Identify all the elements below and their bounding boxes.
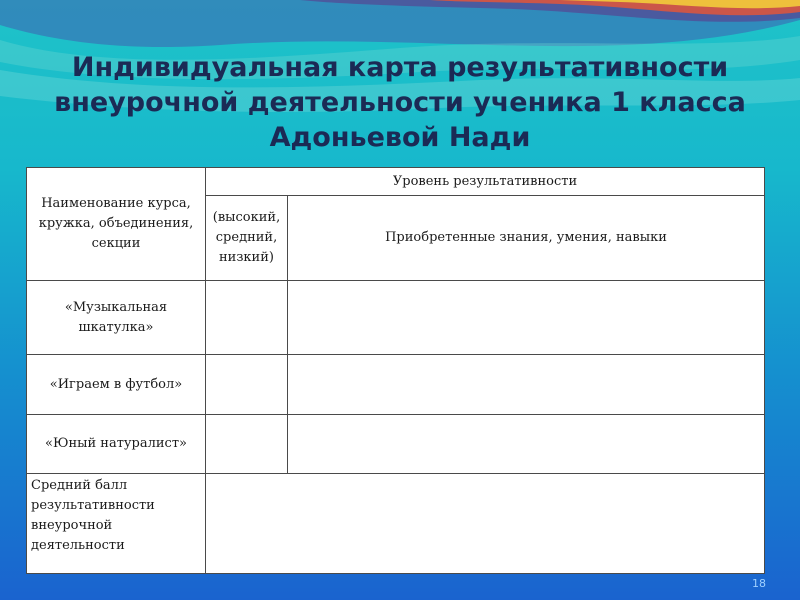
header-skills: Приобретенные знания, умения, навыки bbox=[288, 196, 765, 281]
page-title bbox=[0, 50, 800, 155]
table-footer-row bbox=[27, 474, 765, 574]
header-level-group: Уровень результативности bbox=[206, 168, 765, 196]
row-course-name: «Играем в футбол» bbox=[27, 355, 206, 415]
header-course-name: Наименование курса, кружка, объединения, секции bbox=[27, 168, 206, 281]
row-level-cell bbox=[206, 415, 288, 474]
row-course-name: «Юный натуралист» bbox=[27, 415, 206, 474]
row-course-name: «Музыкальная шкатулка» bbox=[27, 281, 206, 355]
row-skills-cell bbox=[288, 355, 765, 415]
row-skills-cell bbox=[288, 281, 765, 355]
title-line-3: Адоньевой Нади bbox=[269, 122, 531, 153]
page-number: 18 bbox=[752, 577, 766, 590]
table-row bbox=[27, 281, 765, 355]
average-score-value bbox=[206, 474, 765, 574]
title-line-1: Индивидуальная карта результативности bbox=[71, 52, 729, 83]
row-level-cell bbox=[206, 281, 288, 355]
table-row bbox=[27, 355, 765, 415]
title-line-2: внеурочной деятельности ученика 1 класса bbox=[54, 87, 746, 118]
average-score-label: Средний балл результативности внеурочной деятельности bbox=[27, 474, 206, 574]
row-level-cell bbox=[206, 355, 288, 415]
results-table bbox=[26, 167, 765, 574]
header-level-values: (высокий, средний, низкий) bbox=[206, 196, 288, 281]
row-skills-cell bbox=[288, 415, 765, 474]
table-row bbox=[27, 415, 765, 474]
